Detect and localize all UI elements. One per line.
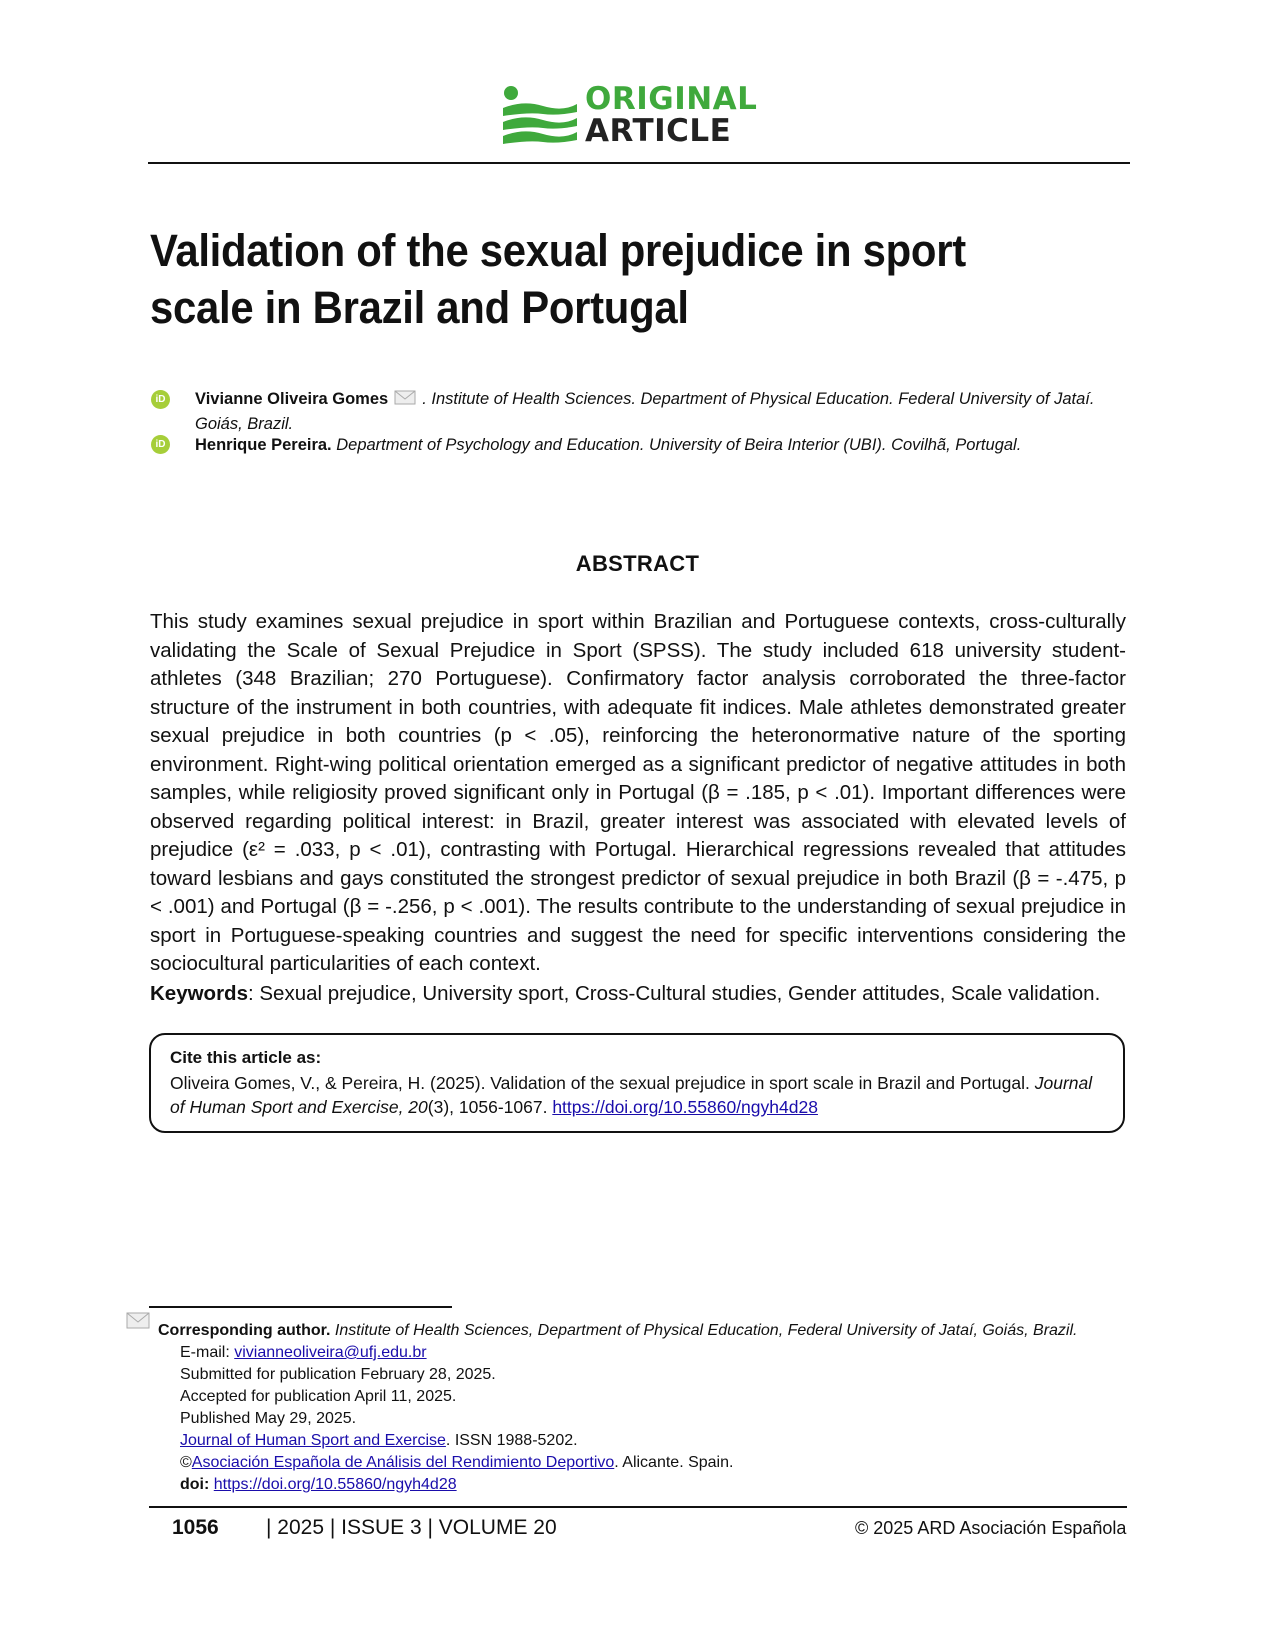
- email-line: [126, 1342, 1126, 1364]
- citation-journal: Journal of Human Sport and Exercise, 20: [170, 1073, 1093, 1117]
- accepted-date: Accepted for publication April 11, 2025.: [180, 1388, 457, 1405]
- doi-line: [126, 1474, 1126, 1496]
- submitted-date: Submitted for publication February 28, 2025.: [180, 1366, 496, 1383]
- email-label: E-mail:: [180, 1344, 235, 1361]
- association-location: . Alicante. Spain.: [614, 1454, 734, 1471]
- association-link[interactable]: Asociación Española de Análisis del Rendimiento Deportivo: [191, 1454, 615, 1471]
- email-link[interactable]: vivianneoliveira@ufj.edu.br: [234, 1344, 427, 1361]
- keywords-label: Keywords: [150, 982, 248, 1005]
- corresponding-affiliation: Institute of Health Sciences, Department of Physical Education, Federal University of Jataí, Goiás, Brazil.: [334, 1322, 1078, 1339]
- orcid-icon[interactable]: iD: [151, 435, 170, 454]
- citation-doi-link[interactable]: https://doi.org/10.55860/ngyh4d28: [552, 1097, 818, 1117]
- issn: . ISSN 1988-5202.: [445, 1432, 578, 1449]
- journal-link[interactable]: Journal of Human Sport and Exercise: [180, 1432, 446, 1449]
- journal-line: [126, 1430, 1126, 1452]
- journal-logo-icon: [503, 86, 577, 146]
- footer-divider: [149, 1506, 1127, 1508]
- doi-label: doi:: [180, 1476, 214, 1493]
- orcid-icon[interactable]: iD: [151, 390, 170, 409]
- header-divider: [148, 162, 1130, 164]
- envelope-icon[interactable]: [394, 388, 416, 412]
- badge-line-article: ARTICLE: [585, 113, 732, 149]
- keywords: [150, 980, 1126, 1008]
- citation-reference: Oliveira Gomes, V., & Pereira, H. (2025). Validation of the sexual prejudice in sport scale in Brazil and Portugal.: [170, 1073, 1035, 1093]
- footnote-block: [126, 1320, 1126, 1496]
- citation-label: Cite this article as:: [170, 1048, 322, 1067]
- badge-line-original: ORIGINAL: [585, 81, 758, 117]
- abstract-body: This study examines sexual prejudice in sport within Brazilian and Portuguese contexts, cross-culturally validating the Scale of Sexual Prejudice in Sport (SPSS). The study included 618 university student-athletes (348 Brazilian; 270 Portuguese). Confirmatory factor analysis corroborated the three-factor structure of the instrument in both countries, with adequate fit indices. Male athletes demonstrated greater sexual prejudice in both countries (p < .05), reinforcing the heteronormative nature of the sporting environment. Right-wing political orientation emerged as a significant predictor of negative attitudes in both samples, while religiosity proved significant only in Portugal (β = .185, p < .01). Important differences were observed regarding political interest: in Brazil, greater interest was associated with elevated levels of prejudice (ε² = .033, p < .01), contrasting with Portugal. Hierarchical regressions revealed that attitudes toward lesbians and gays constituted the strongest predictor of sexual prejudice in both Brazil (β = -.475, p < .001) and Portugal (β = -.256, p < .001). The results contribute to the understanding of sexual prejudice in sport in Portuguese-speaking countries and suggest the need for specific interventions considering the sociocultural particularities of each context.: [150, 610, 1126, 975]
- published-date: Published May 29, 2025.: [180, 1410, 357, 1427]
- author-entry-1: [195, 387, 1125, 436]
- doi-link[interactable]: https://doi.org/10.55860/ngyh4d28: [213, 1476, 457, 1493]
- author-name: Vivianne Oliveira Gomes: [195, 390, 389, 408]
- article-title: Validation of the sexual prejudice in sport scale in Brazil and Portugal: [150, 225, 966, 333]
- footer-copyright: © 2025 ARD Asociación Española: [855, 1518, 1127, 1538]
- footnote-divider: [149, 1306, 452, 1308]
- association-line: [126, 1452, 1126, 1474]
- corresponding-label: Corresponding author.: [158, 1322, 331, 1339]
- citation-text: [170, 1071, 1110, 1119]
- keywords-list: : Sexual prejudice, University sport, Cross-Cultural studies, Gender attitudes, Scale validation.: [247, 982, 1101, 1005]
- author-name: Henrique Pereira.: [195, 436, 332, 454]
- author-affiliation: Department of Psychology and Education. University of Beira Interior (UBI). Covilhã, Portugal.: [336, 436, 1022, 454]
- issue-info: | 2025 | ISSUE 3 | VOLUME 20: [266, 1516, 557, 1539]
- citation-issue: (3), 1056-1067.: [427, 1097, 553, 1117]
- page-number: 1056: [172, 1516, 219, 1539]
- author-entry-2: [195, 433, 1125, 457]
- author-affiliation: . Institute of Health Sciences. Department of Physical Education. Federal University of Jataí. Goiás, Brazil.: [195, 390, 1095, 433]
- corresponding-author: [126, 1320, 1126, 1342]
- copyright-symbol: ©: [180, 1454, 192, 1471]
- abstract-heading: ABSTRACT: [575, 551, 700, 576]
- original-article-badge: [503, 81, 793, 150]
- envelope-icon: [126, 1312, 150, 1336]
